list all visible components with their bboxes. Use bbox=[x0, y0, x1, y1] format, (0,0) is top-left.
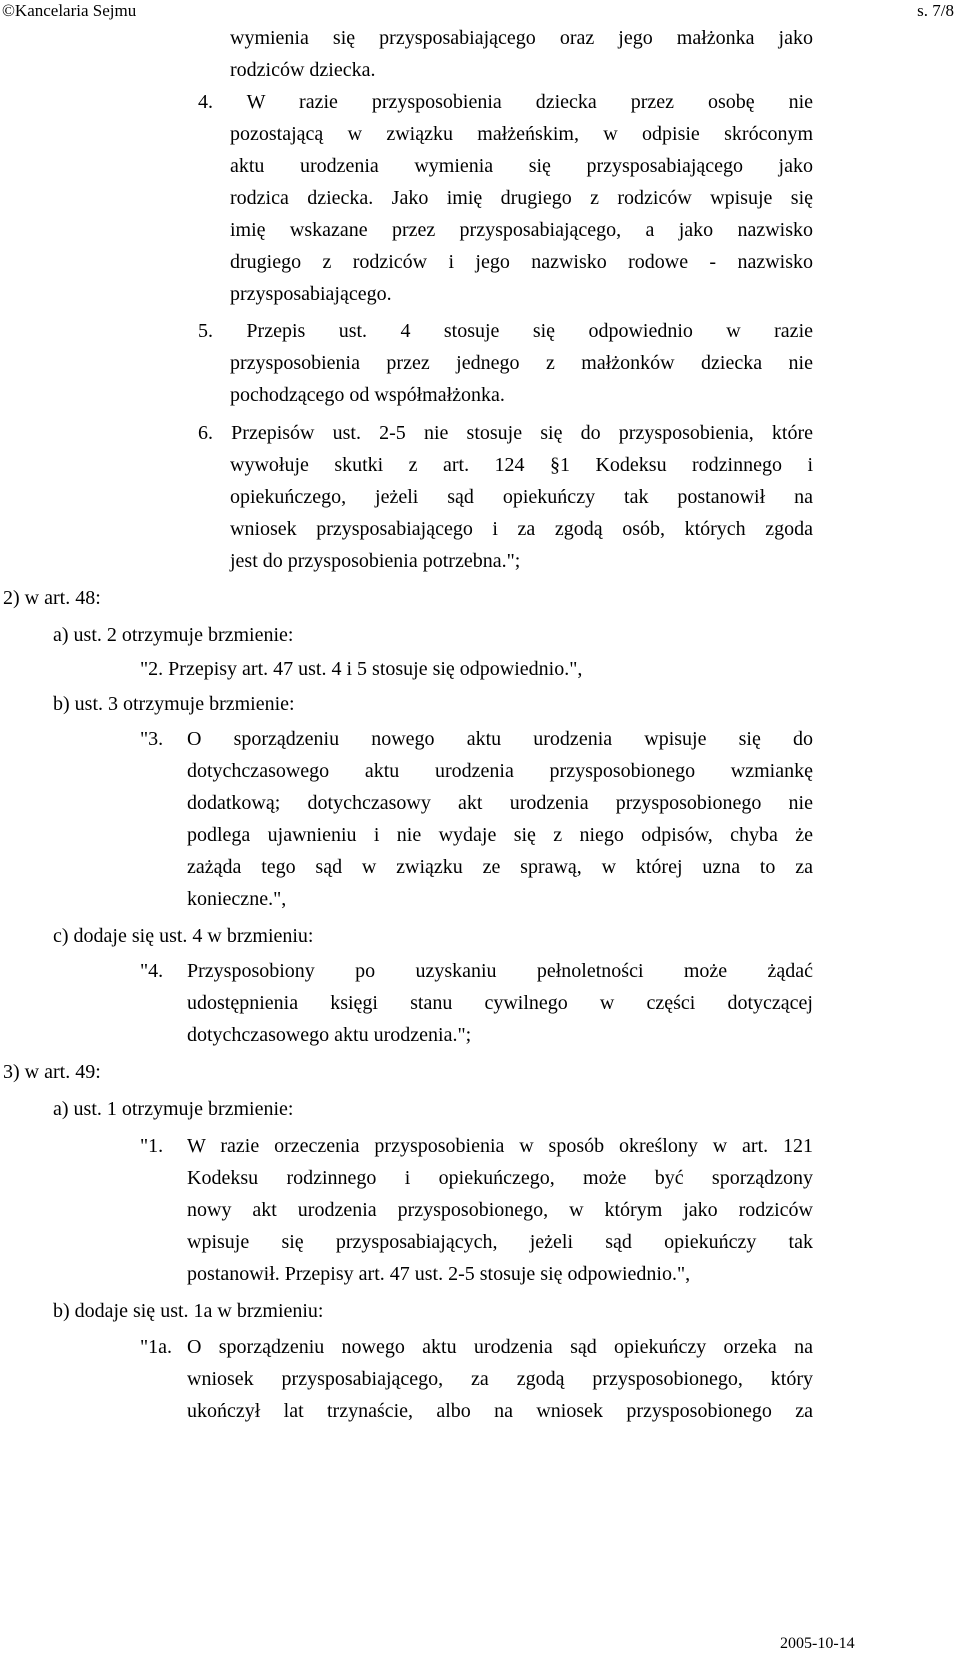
text-line: rodzica dziecka. Jako imię drugiego z rodziców wpisuje się bbox=[230, 187, 813, 209]
text-line: "3. bbox=[140, 728, 164, 750]
header-copyright: ©Kancelaria Sejmu bbox=[2, 1, 137, 20]
text-line: 3) w art. 49: bbox=[3, 1061, 101, 1083]
text-line: a) ust. 1 otrzymuje brzmienie: bbox=[53, 1098, 294, 1120]
text-line: konieczne.", bbox=[187, 888, 287, 910]
text-line: zażąda tego sąd w związku ze sprawą, w której uzna to za bbox=[187, 856, 813, 878]
text-line: przysposobienia przez jednego z małżonków dziecka nie bbox=[230, 352, 813, 374]
text-line: jest do przysposobienia potrzebna."; bbox=[230, 550, 521, 572]
text-line: pochodzącego od współmałżonka. bbox=[230, 384, 505, 406]
text-line: 5. Przepis ust. 4 stosuje się odpowiednio w razie bbox=[198, 320, 813, 342]
text-line: 6. Przepisów ust. 2-5 nie stosuje się do przysposobienia, które bbox=[198, 422, 813, 444]
text-line: dodatkową; dotychczasowy akt urodzenia przysposobionego nie bbox=[187, 792, 813, 814]
footer-date: 2005-10-14 bbox=[780, 1635, 855, 1652]
text-line: postanowił. Przepisy art. 47 ust. 2-5 stosuje się odpowiednio.", bbox=[187, 1263, 691, 1285]
text-line: c) dodaje się ust. 4 w brzmieniu: bbox=[53, 925, 314, 947]
text-line: udostępnienia księgi stanu cywilnego w części dotyczącej bbox=[187, 992, 813, 1014]
text-line: wpisuje się przysposabiających, jeżeli sąd opiekuńczy tak bbox=[187, 1231, 813, 1253]
text-line: "1a. bbox=[140, 1336, 173, 1358]
text-line: a) ust. 2 otrzymuje brzmienie: bbox=[53, 624, 294, 646]
text-line: "1. bbox=[140, 1135, 164, 1157]
text-line: wniosek przysposabiającego, za zgodą przysposobionego, który bbox=[187, 1368, 813, 1390]
text-line: dotychczasowego aktu urodzenia."; bbox=[187, 1024, 472, 1046]
text-line: "2. Przepisy art. 47 ust. 4 i 5 stosuje się odpowiednio.", bbox=[140, 658, 583, 680]
text-line: wniosek przysposabiającego i za zgodą osób, których zgoda bbox=[230, 518, 813, 540]
text-line: Kodeksu rodzinnego i opiekuńczego, może być sporządzony bbox=[187, 1167, 813, 1189]
text-line: Przysposobiony po uzyskaniu pełnoletności może żądać bbox=[187, 960, 813, 982]
text-line: podlega ujawnieniu i nie wydaje się z niego odpisów, chyba że bbox=[187, 824, 813, 846]
text-line: dotychczasowego aktu urodzenia przysposobionego wzmiankę bbox=[187, 760, 813, 782]
text-line: "4. bbox=[140, 960, 164, 982]
text-line: W razie orzeczenia przysposobienia w sposób określony w art. 121 bbox=[187, 1135, 813, 1157]
text-line: ukończył lat trzynaście, albo na wniosek przysposobionego za bbox=[187, 1400, 813, 1422]
page-number: s. 7/8 bbox=[917, 1, 954, 20]
text-line: opiekuńczego, jeżeli sąd opiekuńczy tak postanowił na bbox=[230, 486, 813, 508]
text-line: O sporządzeniu nowego aktu urodzenia sąd opiekuńczy orzeka na bbox=[187, 1336, 813, 1358]
text-line: wywołuje skutki z art. 124 §1 Kodeksu rodzinnego i bbox=[230, 454, 813, 476]
text-line: wymienia się przysposabiającego oraz jego małżonka jako bbox=[230, 27, 813, 49]
text-line: O sporządzeniu nowego aktu urodzenia wpisuje się do bbox=[187, 728, 813, 750]
text-line: nowy akt urodzenia przysposobionego, w którym jako rodziców bbox=[187, 1199, 813, 1221]
text-line: przysposabiającego. bbox=[230, 283, 392, 305]
text-line: b) dodaje się ust. 1a w brzmieniu: bbox=[53, 1300, 324, 1322]
text-line: pozostającą w związku małżeńskim, w odpisie skróconym bbox=[230, 123, 813, 145]
text-line: 2) w art. 48: bbox=[3, 587, 101, 609]
text-line: 4. W razie przysposobienia dziecka przez osobę nie bbox=[198, 91, 813, 113]
text-line: imię wskazane przez przysposabiającego, a jako nazwisko bbox=[230, 219, 813, 241]
text-line: rodziców dziecka. bbox=[230, 59, 376, 81]
text-line: aktu urodzenia wymienia się przysposabiającego jako bbox=[230, 155, 813, 177]
text-line: b) ust. 3 otrzymuje brzmienie: bbox=[53, 693, 295, 715]
text-line: drugiego z rodziców i jego nazwisko rodowe - nazwisko bbox=[230, 251, 813, 273]
